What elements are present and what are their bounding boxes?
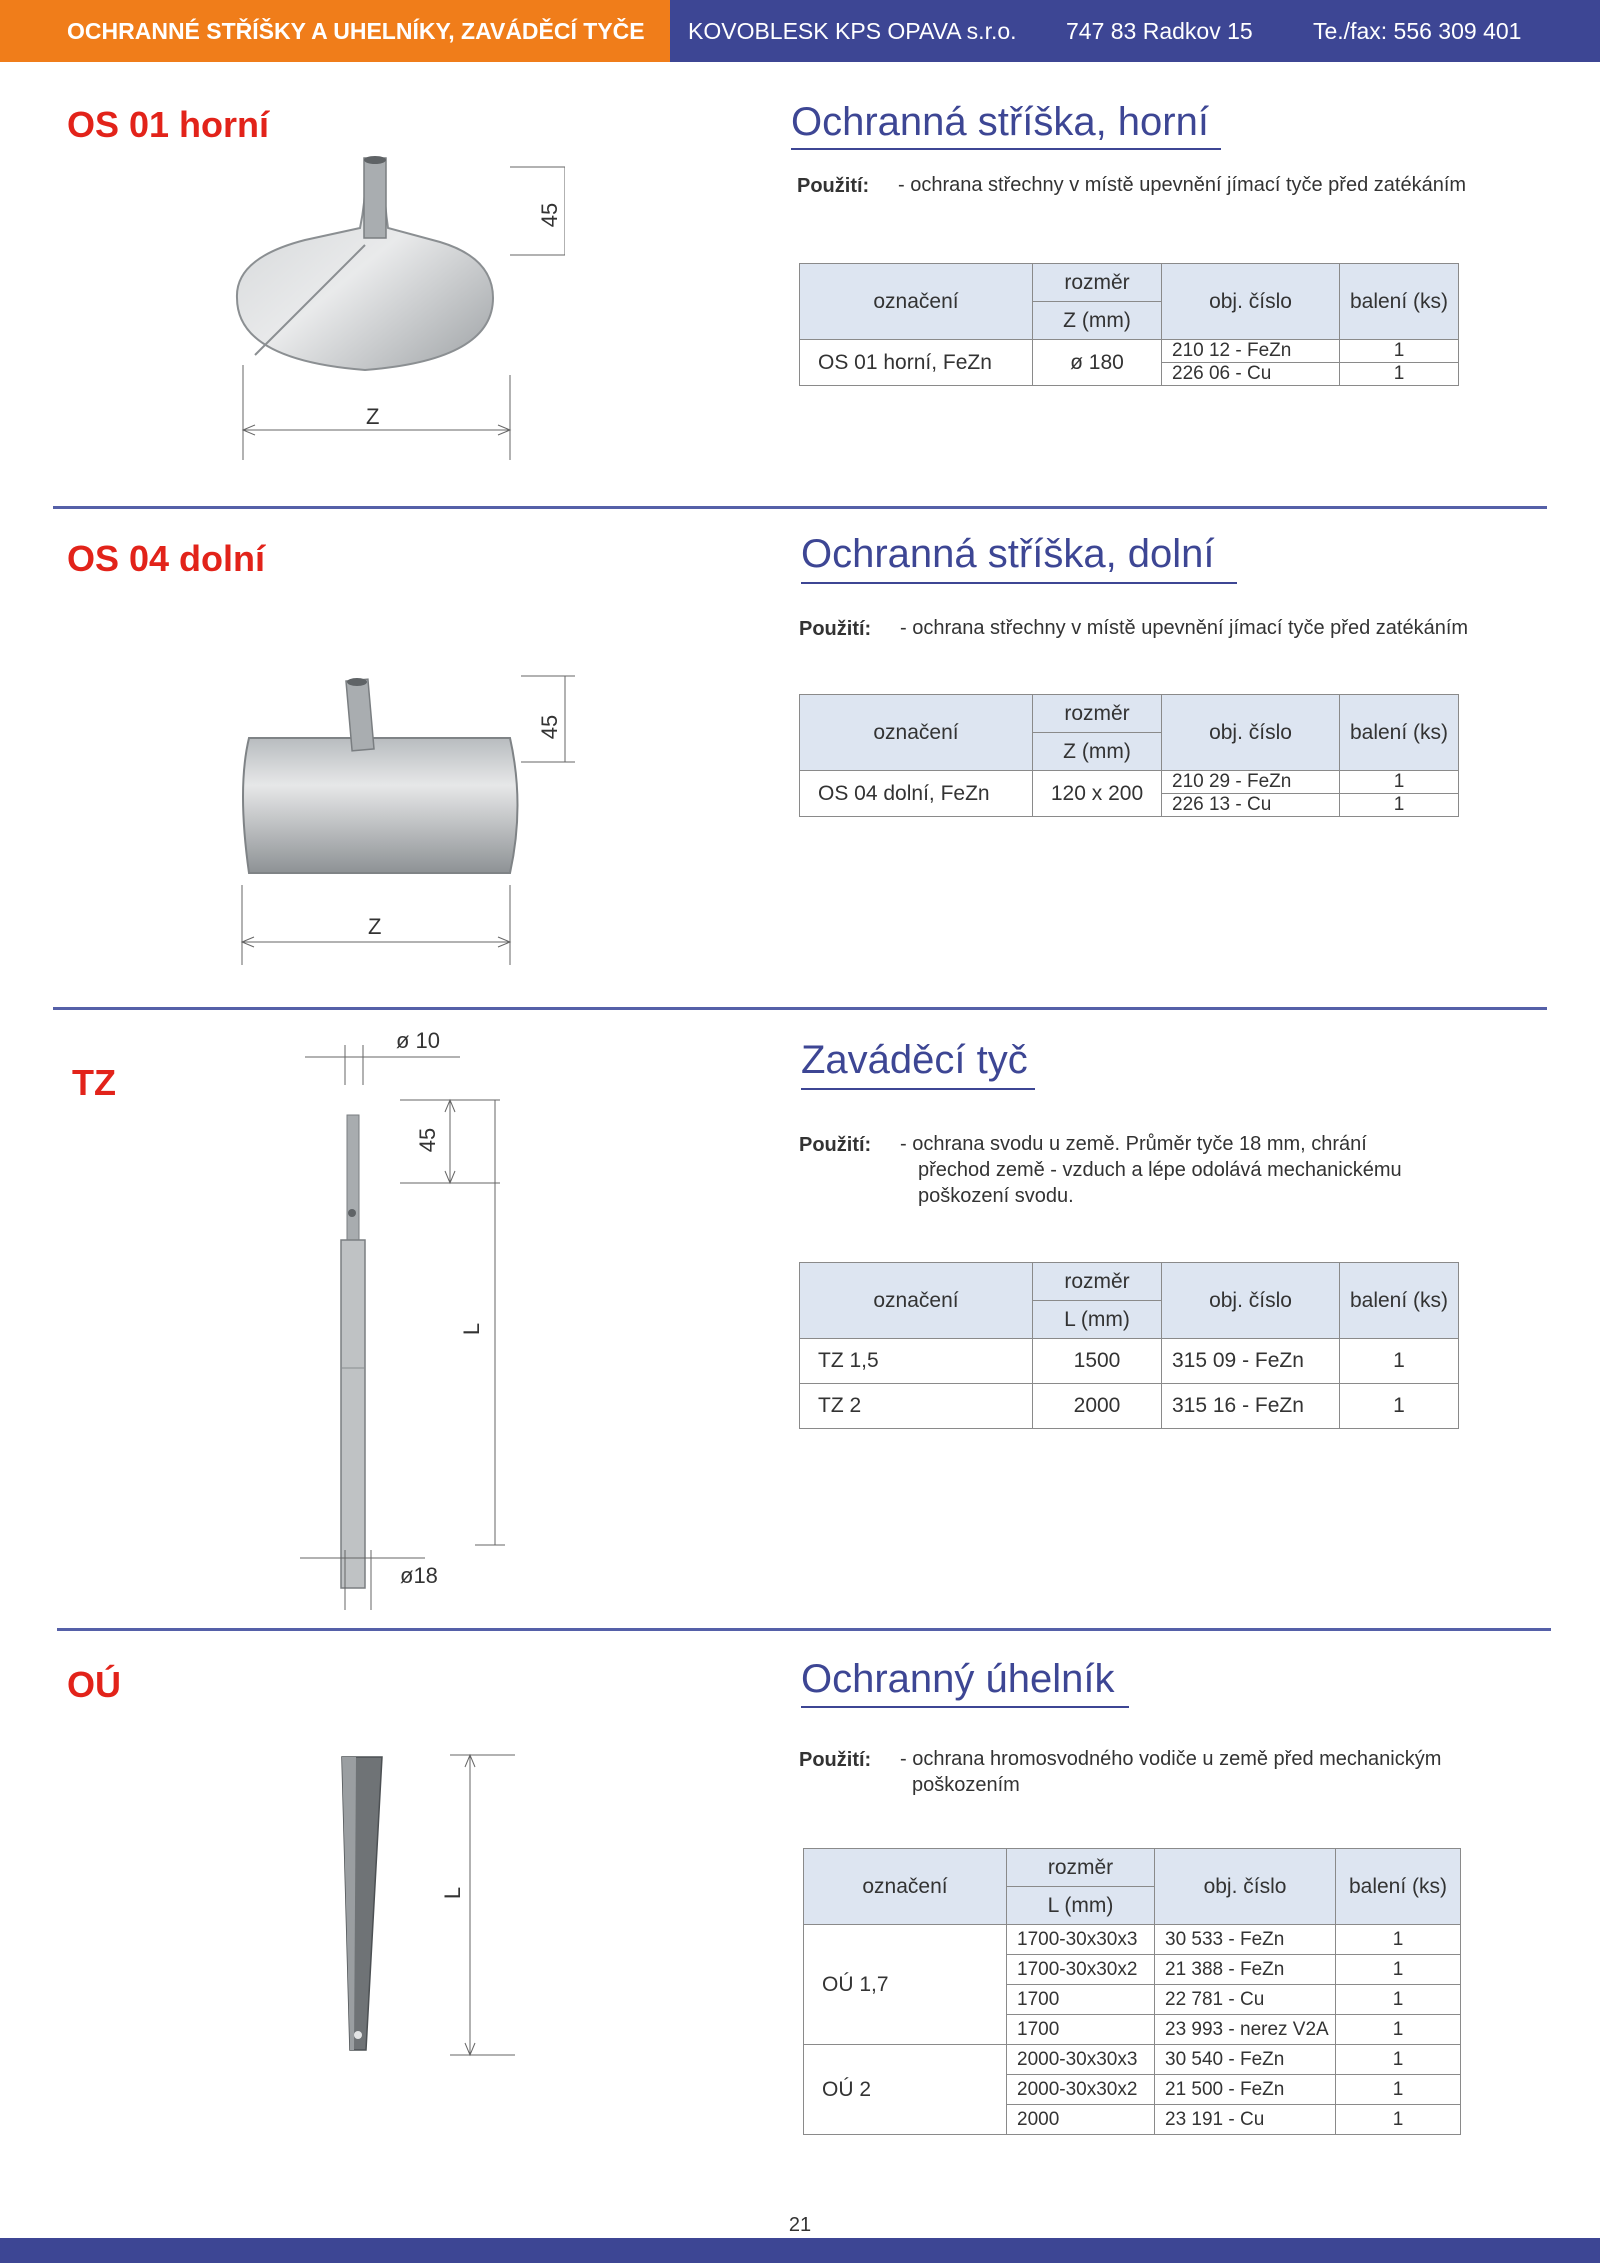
footer-bar (0, 2238, 1600, 2263)
table-row (804, 2045, 1461, 2075)
col-size: rozměr (1007, 1849, 1155, 1887)
section-divider (53, 506, 1547, 509)
section-title-ou: Ochranný úhelník (801, 1657, 1115, 1701)
usage-label: Použití: (797, 175, 870, 197)
row-order: 315 09 - FeZn (1162, 1339, 1340, 1384)
spec-table-os01 (799, 263, 1459, 386)
col-size-unit: L (mm) (1007, 1887, 1155, 1925)
title-underline (801, 582, 1237, 584)
col-designation: označení (800, 695, 1033, 771)
col-packing: balení (ks) (1340, 264, 1459, 340)
col-designation: označení (800, 1263, 1033, 1339)
usage-line: - ochrana hromosvodného vodiče u země před mechanickým (900, 1748, 1442, 1770)
row-name: TZ 2 (800, 1384, 1033, 1429)
header-category: OCHRANNÉ STŘÍŠKY A UHELNÍKY, ZAVÁDĚCÍ TYČE (67, 18, 645, 44)
os01-drawing (225, 150, 565, 470)
col-size: rozměr (1033, 695, 1162, 733)
row-pack: 1 (1336, 1955, 1461, 1985)
col-size-unit: L (mm) (1033, 1301, 1162, 1339)
section-divider (57, 1628, 1551, 1631)
group-name: OÚ 1,7 (804, 1925, 1007, 2045)
usage-label: Použití: (799, 1749, 872, 1771)
col-order-no: obj. číslo (1162, 264, 1340, 340)
row-order: 315 16 - FeZn (1162, 1384, 1340, 1429)
usage-line: poškozením (912, 1774, 1020, 1796)
row-size: 2000-30x30x2 (1007, 2075, 1155, 2105)
title-underline (801, 1088, 1035, 1090)
row-size: 1500 (1033, 1339, 1162, 1384)
row-order: 22 781 - Cu (1155, 1985, 1336, 2015)
usage-text (900, 1131, 1402, 1209)
usage-line: přechod země - vzduch a lépe odolává mechanickému (918, 1159, 1402, 1181)
dim-length: L (440, 1886, 466, 1900)
dim-top-diameter: ø 10 (396, 1028, 441, 1053)
row-pack: 1 (1340, 771, 1459, 794)
row-size: 1700 (1007, 2015, 1155, 2045)
spec-table-tz (799, 1262, 1459, 1429)
page-number: 21 (788, 2214, 812, 2236)
col-designation: označení (800, 264, 1033, 340)
usage-text (900, 1746, 1441, 1798)
section-code-os01: OS 01 horní (67, 104, 270, 145)
dim-length: L (459, 1322, 485, 1336)
spec-table-ou (803, 1848, 1461, 2135)
row-size: 1700-30x30x2 (1007, 1955, 1155, 1985)
col-size-unit: Z (mm) (1033, 733, 1162, 771)
row-order: 21 388 - FeZn (1155, 1955, 1336, 1985)
row-order: 226 13 - Cu (1162, 794, 1340, 817)
row-pack: 1 (1336, 1985, 1461, 2015)
section-divider (53, 1007, 1547, 1010)
section-code-os04: OS 04 dolní (67, 538, 266, 579)
row-size: 1700 (1007, 1985, 1155, 2015)
row-name: OS 01 horní, FeZn (800, 340, 1033, 386)
section-title-tz: Zaváděcí tyč (801, 1038, 1028, 1082)
usage-label: Použití: (799, 618, 872, 640)
row-order: 30 540 - FeZn (1155, 2045, 1336, 2075)
row-pack: 1 (1336, 2075, 1461, 2105)
header-bar (0, 0, 1600, 62)
col-order-no: obj. číslo (1162, 695, 1340, 771)
row-name: TZ 1,5 (800, 1339, 1033, 1384)
row-pack: 1 (1340, 340, 1459, 363)
row-pack: 1 (1336, 1925, 1461, 1955)
table-row (804, 1925, 1461, 1955)
row-order: 23 191 - Cu (1155, 2105, 1336, 2135)
section-code-tz: TZ (72, 1062, 116, 1103)
spec-table-os04 (799, 694, 1459, 817)
usage-text: - ochrana střechny v místě upevnění jímací tyče před zatékáním (898, 174, 1467, 196)
usage-line: - ochrana svodu u země. Průměr tyče 18 mm, chrání (900, 1133, 1367, 1155)
row-name: OS 04 dolní, FeZn (800, 771, 1033, 817)
usage-text: - ochrana střechny v místě upevnění jímací tyče před zatékáním (900, 617, 1469, 639)
col-order-no: obj. číslo (1155, 1849, 1336, 1925)
row-pack: 1 (1336, 2045, 1461, 2075)
row-size: 2000 (1033, 1384, 1162, 1429)
row-size: 1700-30x30x3 (1007, 1925, 1155, 1955)
header-address: 747 83 Radkov 15 (1066, 18, 1253, 44)
section-title-os04: Ochranná stříška, dolní (801, 532, 1215, 576)
section-title-os01: Ochranná stříška, horní (791, 100, 1209, 144)
col-packing: balení (ks) (1336, 1849, 1461, 1925)
row-size: 120 x 200 (1033, 771, 1162, 817)
title-underline (801, 1706, 1129, 1708)
dim-top-length: 45 (415, 1127, 441, 1153)
row-size: 2000 (1007, 2105, 1155, 2135)
group-name: OÚ 2 (804, 2045, 1007, 2135)
row-order: 30 533 - FeZn (1155, 1925, 1336, 1955)
row-size: 2000-30x30x3 (1007, 2045, 1155, 2075)
col-size-unit: Z (mm) (1033, 302, 1162, 340)
row-pack: 1 (1340, 1384, 1459, 1429)
os04-drawing (235, 670, 575, 970)
table-row (800, 1384, 1459, 1429)
table-row (800, 1339, 1459, 1384)
row-order: 210 12 - FeZn (1162, 340, 1340, 363)
col-size: rozměr (1033, 1263, 1162, 1301)
section-code-ou: OÚ (67, 1664, 121, 1705)
usage-label: Použití: (799, 1134, 872, 1156)
col-packing: balení (ks) (1340, 1263, 1459, 1339)
header-phone: Te./fax: 556 309 401 (1313, 18, 1522, 44)
col-order-no: obj. číslo (1162, 1263, 1340, 1339)
row-pack: 1 (1340, 363, 1459, 386)
row-pack: 1 (1340, 794, 1459, 817)
row-order: 21 500 - FeZn (1155, 2075, 1336, 2105)
dim-width: Z (366, 404, 380, 429)
row-order: 23 993 - nerez V2A (1155, 2015, 1336, 2045)
col-designation: označení (804, 1849, 1007, 1925)
dim-width: Z (368, 914, 382, 939)
dim-bottom-diameter: ø18 (400, 1563, 438, 1588)
usage-line: poškození svodu. (918, 1185, 1074, 1207)
col-packing: balení (ks) (1340, 695, 1459, 771)
ou-drawing (320, 1745, 540, 2065)
row-pack: 1 (1336, 2105, 1461, 2135)
header-company: KOVOBLESK KPS OPAVA s.r.o. (688, 18, 1017, 44)
row-order: 226 06 - Cu (1162, 363, 1340, 386)
row-pack: 1 (1336, 2015, 1461, 2045)
row-order: 210 29 - FeZn (1162, 771, 1340, 794)
col-size: rozměr (1033, 264, 1162, 302)
dim-height: 45 (537, 714, 563, 740)
row-size: ø 180 (1033, 340, 1162, 386)
title-underline (791, 148, 1221, 150)
dim-height: 45 (537, 202, 563, 228)
row-pack: 1 (1340, 1339, 1459, 1384)
